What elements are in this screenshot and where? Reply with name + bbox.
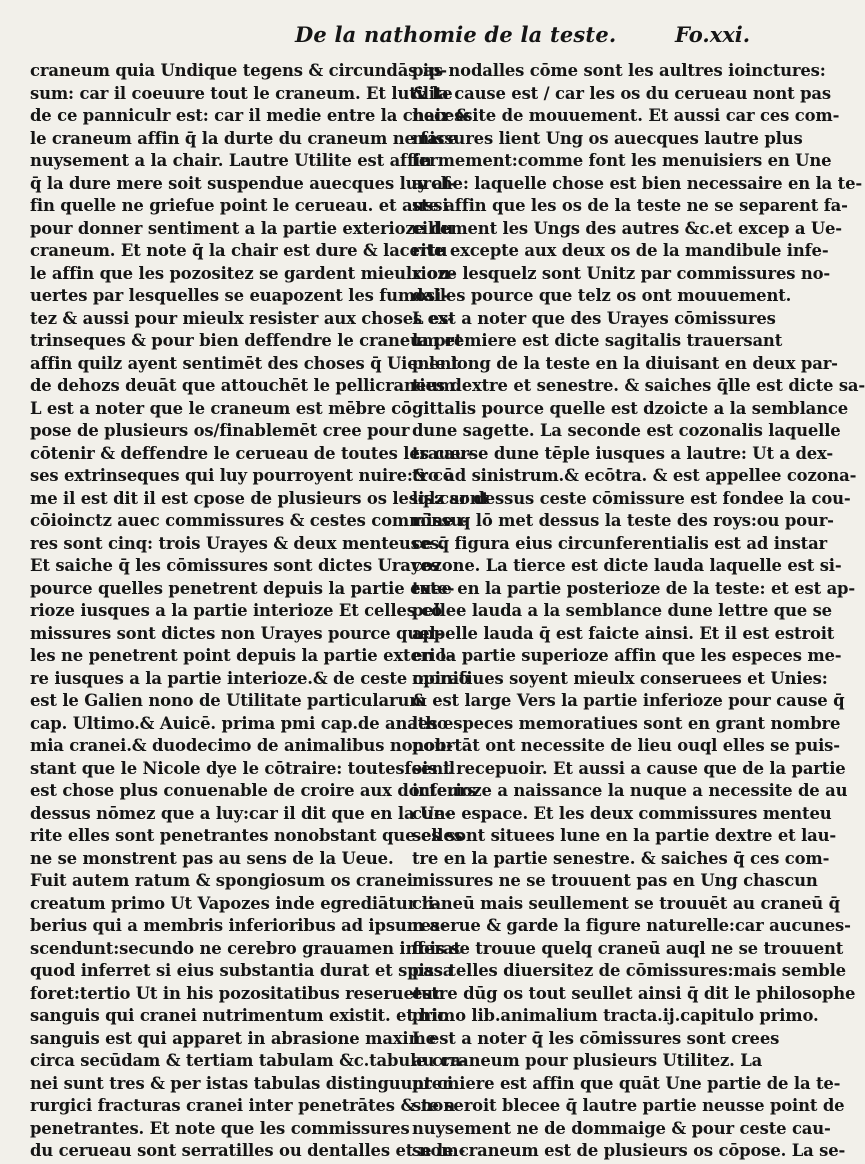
right-column-line: rite excepte aux deux os de la mandibule infe- (412, 241, 829, 260)
left-column-line: res sont cinq: trois Urayes & deux menteuses. (30, 533, 445, 553)
right-column-line: primo lib.animalium tracta.ij.capitulo primo. (412, 1006, 819, 1025)
left-column-line: rioze iusques a la partie interioze Et celles cō (30, 601, 442, 620)
right-column-line: fois se trouue quelq craneū auql ne se trouuent (412, 938, 844, 958)
left-column-line: rurgici fracturas cranei inter penetrātes & non (30, 1096, 455, 1115)
right-column-line: pellee lauda a la semblance dune lettre que se (412, 601, 832, 620)
right-column-line: ste seroit blecee q̄ lautre partie neusse point de (412, 1096, 845, 1115)
left-column-line: est chose plus conuenable de croire aux docteurs (30, 781, 477, 800)
right-column-line: pas nodalles cōme sont les aultres ioinctures: (412, 61, 826, 80)
left-column-line: nei sunt tres & per istas tabulas distinguunt ci (30, 1073, 453, 1093)
left-column-line: stant que le Nicole dye le cōtraire: toutesfois il (30, 758, 455, 778)
left-column-line: pource quelles penetrent depuis la partie exte- (30, 578, 455, 598)
right-column-line: se le craneum est de plusieurs os cōpose. La se- (412, 1141, 846, 1160)
running-header (0, 10, 800, 50)
right-column-line: arche: laquelle chose est bien necessaire en la te- (412, 173, 863, 193)
left-column-line: de ce panniculr est: car il medie entre la chair & (30, 106, 470, 125)
left-column-line: sanguis est qui apparet in abrasione maxime (30, 1028, 436, 1048)
left-column-line: le craneum affin q̄ la durte du craneum ne face (30, 128, 458, 148)
right-column-line: pas telles diuersitez de cōmissures:mais semble (412, 961, 846, 980)
right-column-line: sent recepuoir. Et aussi a cause que de la partie (412, 758, 846, 778)
left-column-line: ne se monstrent pas au sens de la Ueue. (30, 848, 394, 868)
right-column-line: cillement les Ungs des autres &c.et excep a Ue- (412, 218, 842, 238)
left-column-line: sanguis qui cranei nutrimentum existit. et hic (30, 1006, 447, 1025)
left-column-line: me il est dit il est cpose de plusieurs os lesqlz sont (30, 488, 489, 508)
left-column-line: sum: car il coeuure tout le craneum. Et lutilite (30, 83, 453, 103)
right-column-line: p le long de la teste en la diuisant en deux par- (412, 353, 838, 373)
left-column-line: de dehozs deuāt que attouchēt le pellicraneum. (30, 376, 461, 395)
left-column-line: est le Galien nono de Utilitate particularum (30, 691, 427, 710)
right-column-line: les especes memoratiues sont en grant nombre (412, 713, 841, 733)
right-column-line: necessite de mouuement. Et aussi car ces com- (412, 106, 840, 125)
left-column-line: craneum quia Undique tegens & circundās ip- (30, 61, 447, 80)
right-column-line: tre en la partie senestre. & saiches q̄ ces com- (412, 848, 830, 868)
left-column-line: penetrantes. Et note que les commissures (30, 1118, 410, 1138)
left-column-line: affin quilz ayent sentimēt des choses q̄ Uienent (30, 353, 459, 373)
left-column-line: pour donner sentiment a la partie exterioze du (30, 218, 454, 238)
left-column-line: cōioinctz auec commissures & cestes commissu- (30, 511, 469, 530)
left-column-line: Et saiche q̄ les cōmissures sont dictes Urayes (30, 556, 440, 575)
right-column-line: ce q̄ figura eius circunferentialis est ad instar (412, 533, 828, 553)
left-column-line: creatum primo Ut Vapozes inde egrediātur li- (30, 893, 441, 913)
left-column-line: mia cranei.& duodecimo de animalibus nonob- (30, 736, 453, 755)
left-column-line: nuysement a la chair. Lautre Utilite est affin (30, 151, 432, 170)
left-column-line: trinseques & pour bien deffendre le craneum et (30, 331, 463, 350)
right-column-line: cozone. La tierce est dicte lauda laquelle est si- (412, 556, 842, 575)
left-column-line: berius qui a membris inferioribus ad ipsum a- (30, 916, 447, 935)
left-column-line: du cerueau sont serratilles ou dentalles et nom- (30, 1141, 466, 1160)
left-column-line: L est a noter que le craneum est mēbre cō (30, 398, 412, 418)
right-column-line: ties dextre et senestre. & saiches q̄lle est dicte sa- (412, 376, 865, 395)
left-column-line: fin quelle ne griefue point le cerueau. et aussi (30, 196, 449, 215)
left-column-line: missures sont dictes non Urayes pource quel- (30, 623, 443, 643)
right-column-line: rōne q lō met dessus la teste des roys:ou pour- (412, 511, 834, 530)
right-column-line: estre dūg os tout seullet ainsi q̄ dit le philosophe (412, 983, 856, 1003)
folio-number: Fo.xxi. (675, 22, 751, 47)
right-column-line: gittalis pource quelle est dzoicte a la semblance (412, 398, 848, 418)
left-column-line: scendunt:secundo ne cerebro grauamen inferat (30, 938, 461, 958)
right-column-line: au craneum pour plusieurs Utilitez. La (412, 1051, 763, 1070)
right-column (412, 60, 865, 1163)
left-column-line: circa secūdam & tertiam tabulam &c.tabule cra- (30, 1051, 468, 1070)
left-column-line: foret:tertio Ut in his pozositatibus reseruetur (30, 983, 442, 1003)
left-column-line: re iusques a la partie interioze.& de ceste opiniō (30, 668, 470, 688)
right-column-line: missures lient Ung os auecques lautre plus (412, 128, 803, 148)
left-column-line: rite elles sont penetrantes nonobstant que elles (30, 826, 463, 845)
left-column-line: uertes par lesquelles se euapozent les fumosi- (30, 286, 448, 305)
right-column-line: L est a noter que des Urayes cōmissures (412, 308, 776, 328)
left-column-line: ses extrinseques qui luy pourroyent nuire:& cō (30, 466, 454, 485)
right-column-line: lis:car dessus ceste cōmissure est fondee la cou- (412, 488, 851, 508)
right-column-line: tuee en la partie posterioze de la teste: et est ap- (412, 578, 856, 598)
left-column-line: les ne penetrent point depuis la partie exterio- (30, 646, 453, 665)
right-column-line: trauerse dune tēple iusques a lautre: Ut a dex- (412, 443, 834, 463)
running-title: De la nathomie de la teste. (295, 22, 617, 47)
right-column-line: cune espace. Et les deux commissures menteu (412, 803, 832, 823)
left-column-line: quod inferret si eius substantia durat et spissa (30, 961, 454, 980)
right-column-line: craneū mais seullement se trouuēt au craneū q̄ (412, 893, 840, 913)
right-column-line: tro ad sinistrum.& ecōtra. & est appellee cozona- (412, 466, 857, 485)
right-column-line: missures ne se trouuent pas en Ung chascun (412, 871, 818, 890)
left-column-line: q̄ la dure mere soit suspendue auecques luy af- (30, 173, 456, 193)
left-column (30, 60, 489, 1163)
left-column-line: Fuit autem ratum & spongiosum os cranei (30, 871, 413, 890)
right-column-line: rioze lesquelz sont Unitz par commissures no- (412, 263, 831, 283)
right-column-line: dalles pource que telz os ont mouuement. (412, 286, 792, 305)
right-column-line: dune sagette. La seconde est cozonalis laquelle (412, 421, 841, 440)
right-column-line: ses sont situees lune en la partie dextre et lau- (412, 826, 837, 845)
right-column-line: la premiere est dicte sagitalis trauersant (412, 331, 783, 350)
left-column-line: tez & aussi pour mieulx resister aux choses ex- (30, 308, 454, 328)
right-column-line: & la cause est / car les os du cerueau nont pas (412, 83, 831, 103)
left-column-line: pose de plusieurs os/finablemēt cree pour (30, 421, 410, 440)
left-column-line: cap. Ultimo.& Auicē. prima pmi cap.de anatho (30, 713, 448, 733)
right-column-line: & est large Vers la partie inferioze pour cause q̄ (412, 691, 845, 710)
left-column-line: dessus nōmez que a luy:car il dit que en la Ue- (30, 803, 452, 823)
right-column-line: moratiues soyent mieulx conseruees et Unies: (412, 668, 828, 688)
left-column-line: le affin que les pozositez se gardent mieulx ou- (30, 263, 457, 283)
right-column-line: nuysement ne de dommaige & pour ceste cau- (412, 1118, 831, 1138)
left-column-line: cōtenir & deffendre le cerueau de toutes les cau- (30, 443, 473, 463)
right-column-line: fermement:comme font les menuisiers en Une (412, 151, 832, 170)
left-column-line: craneum. Et note q̄ la chair est dure & lacertu (30, 241, 448, 260)
right-column-line: reserue & garde la figure naturelle:car aucunes- (412, 916, 851, 935)
right-column-line: premiere est affin que quāt Une partie de la te- (412, 1073, 841, 1093)
right-column-line: en la partie superioze affin que les especes me- (412, 646, 842, 665)
right-column-line: ste affin que les os de la teste ne se separent fa- (412, 196, 848, 215)
right-column-line: appelle lauda q̄ est faicte ainsi. Et il est estroit (412, 623, 835, 643)
right-column-line: L est a noter q̄ les cōmissures sont crees (412, 1028, 780, 1048)
right-column-line: inferioze a naissance la nuque a necessite de au (412, 781, 848, 800)
right-column-line: pourtāt ont necessite de lieu ouql elles se puis- (412, 736, 840, 755)
